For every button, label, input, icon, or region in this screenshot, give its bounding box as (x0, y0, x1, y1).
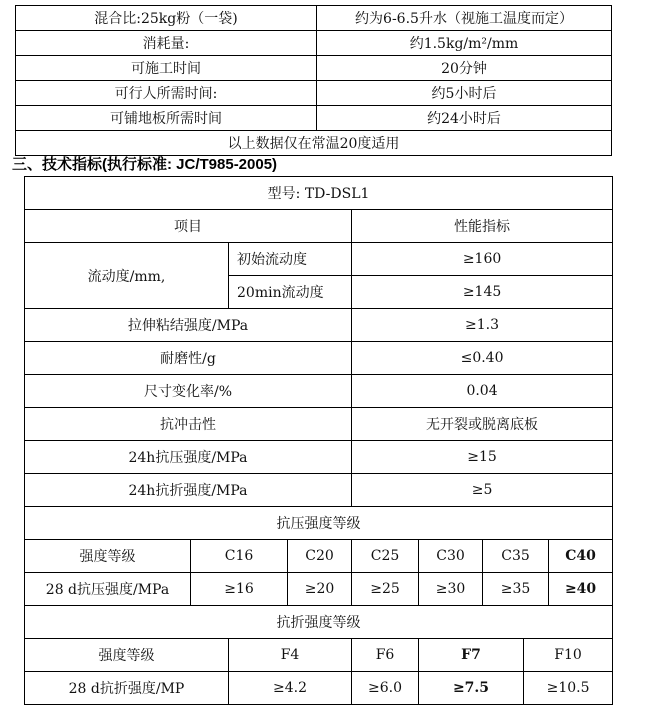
grade-c40: C40 (549, 540, 613, 573)
c30-value: ≥30 (419, 573, 483, 606)
flexural-28d-label: 28 d抗折强度/MP (25, 672, 229, 705)
table-row (25, 672, 613, 705)
compressive-28d-label: 28 d抗压强度/MPa (25, 573, 191, 606)
compressive-24h-value: ≥15 (352, 441, 613, 474)
compressive-grade-label: 强度等级 (25, 540, 191, 573)
table-row (25, 177, 613, 210)
table-row (25, 540, 613, 573)
f10-value: ≥10.5 (524, 672, 613, 705)
abrasion-label: 耐磨性/g (25, 342, 352, 375)
impact-label: 抗冲击性 (25, 408, 352, 441)
work-time-label: 可施工时间 (16, 56, 317, 81)
work-time-value: 20分钟 (317, 56, 612, 81)
spec-header: 性能指标 (352, 210, 613, 243)
table-row (25, 342, 613, 375)
table-row (25, 210, 613, 243)
grade-f7: F7 (419, 639, 524, 672)
mix-ratio-value: 约为6-6.5升水（视施工温度而定） (317, 6, 612, 31)
initial-flow-label: 初始流动度 (229, 243, 352, 276)
grade-f6: F6 (352, 639, 419, 672)
walk-time-label: 可行人所需时间: (16, 81, 317, 106)
grade-c16: C16 (191, 540, 288, 573)
table-row (25, 375, 613, 408)
table-row (16, 6, 612, 31)
mix-info-table (15, 5, 612, 156)
walk-time-value: 约5小时后 (317, 81, 612, 106)
consumption-label: 消耗量: (16, 31, 317, 56)
mix-ratio-label: 混合比:25kg粉（一袋) (16, 6, 317, 31)
compressive-24h-label: 24h抗压强度/MPa (25, 441, 352, 474)
flexural-24h-label: 24h抗折强度/MPa (25, 474, 352, 507)
flexural-grade-title: 抗折强度等级 (25, 606, 613, 639)
flow-20min-value: ≥145 (352, 276, 613, 309)
flow-20min-label: 20min流动度 (229, 276, 352, 309)
c16-value: ≥16 (191, 573, 288, 606)
table-row (25, 474, 613, 507)
section-title: 三、技术指标(执行标准: JC/T985-2005) (12, 156, 278, 173)
table-row (25, 243, 613, 276)
c35-value: ≥35 (483, 573, 549, 606)
impact-value: 无开裂或脱离底板 (352, 408, 613, 441)
f7-value: ≥7.5 (419, 672, 524, 705)
table-row (25, 441, 613, 474)
f6-value: ≥6.0 (352, 672, 419, 705)
item-header: 项目 (25, 210, 352, 243)
c40-value: ≥40 (549, 573, 613, 606)
flexural-grade-label: 强度等级 (25, 639, 229, 672)
grade-c20: C20 (288, 540, 352, 573)
temperature-note: 以上数据仅在常温20度适用 (16, 131, 612, 156)
flexural-24h-value: ≥5 (352, 474, 613, 507)
abrasion-value: ≤0.40 (352, 342, 613, 375)
table-row (16, 131, 612, 156)
table-row (25, 639, 613, 672)
grade-f10: F10 (524, 639, 613, 672)
table-row (25, 606, 613, 639)
table-row (25, 507, 613, 540)
f4-value: ≥4.2 (229, 672, 352, 705)
c25-value: ≥25 (352, 573, 419, 606)
floor-time-label: 可铺地板所需时间 (16, 106, 317, 131)
grade-f4: F4 (229, 639, 352, 672)
tensile-label: 拉伸粘结强度/MPa (25, 309, 352, 342)
grade-c30: C30 (419, 540, 483, 573)
consumption-value: 约1.5kg/m²/mm (317, 31, 612, 56)
table-row (25, 408, 613, 441)
floor-time-value: 约24小时后 (317, 106, 612, 131)
grade-c35: C35 (483, 540, 549, 573)
tensile-value: ≥1.3 (352, 309, 613, 342)
table-row (25, 573, 613, 606)
spec-table (24, 176, 613, 705)
table-row (16, 56, 612, 81)
compressive-grade-title: 抗压强度等级 (25, 507, 613, 540)
grade-c25: C25 (352, 540, 419, 573)
table-row (16, 31, 612, 56)
model-cell: 型号: TD-DSL1 (25, 177, 613, 210)
c20-value: ≥20 (288, 573, 352, 606)
flow-label: 流动度/mm, (25, 243, 229, 309)
initial-flow-value: ≥160 (352, 243, 613, 276)
table-row (16, 81, 612, 106)
table-row (16, 106, 612, 131)
table-row (25, 309, 613, 342)
dimension-label: 尺寸变化率/% (25, 375, 352, 408)
dimension-value: 0.04 (352, 375, 613, 408)
